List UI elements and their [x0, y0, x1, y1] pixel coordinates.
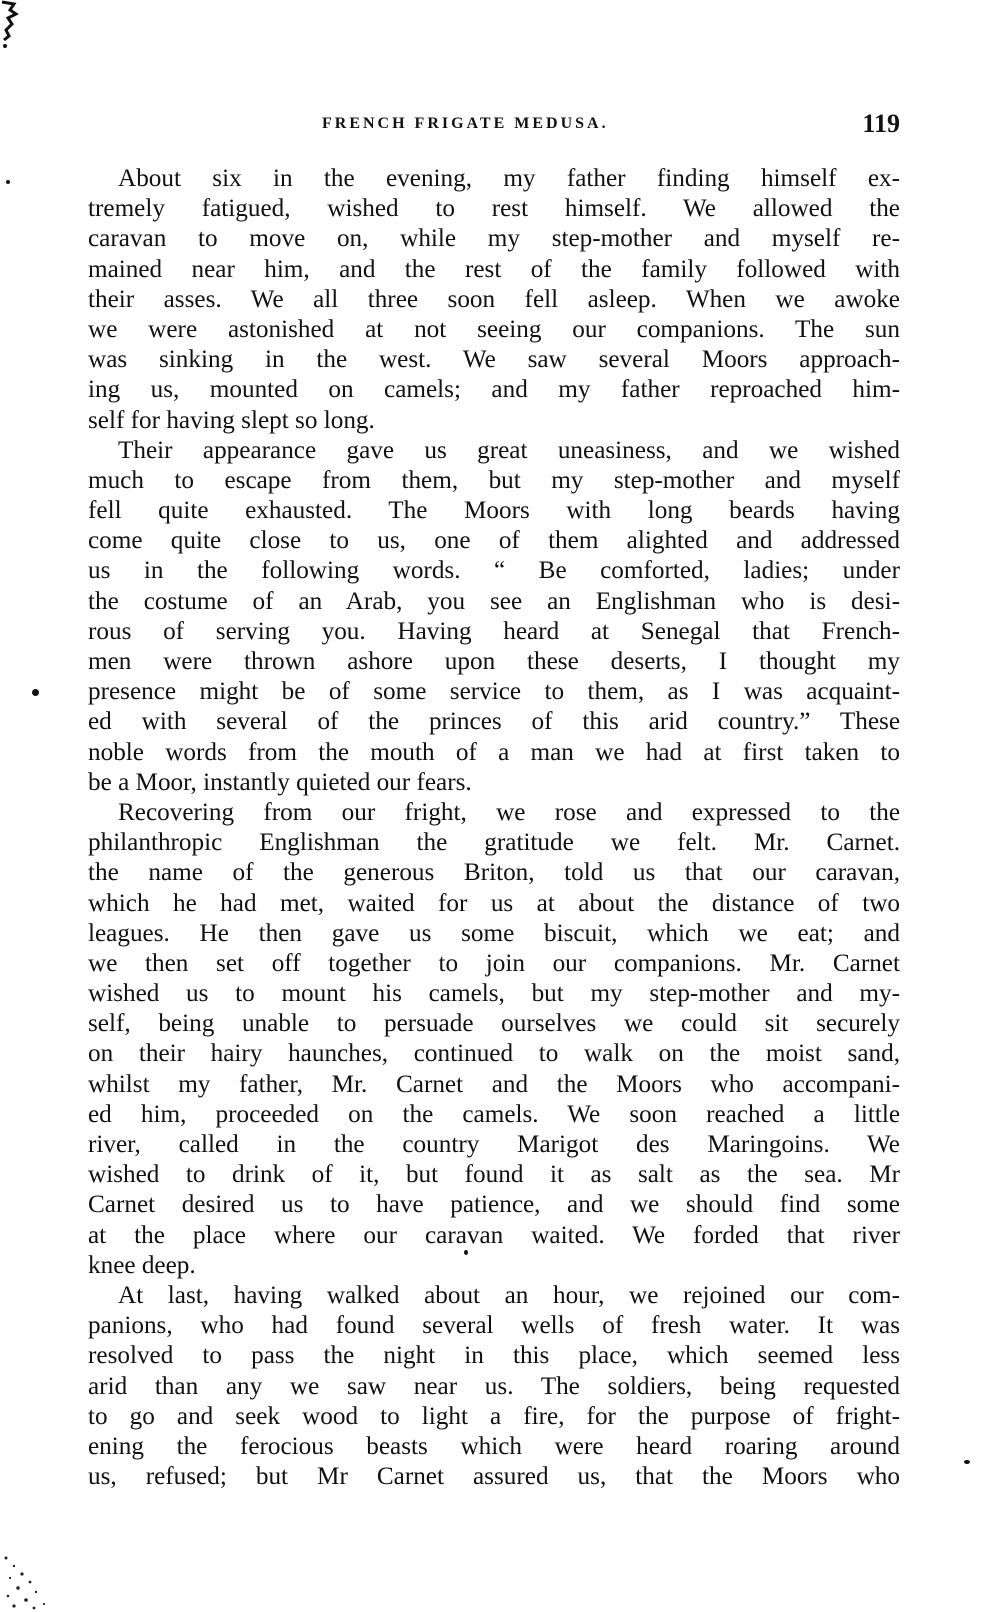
text-line: philanthropic Englishman the gratitude we felt. Mr. Carnet.: [88, 829, 900, 857]
text-line: at the place where our caravan waited. We forded that river: [88, 1221, 900, 1249]
text-line: arid than any we saw near us. The soldiers, being requested: [88, 1372, 900, 1400]
text-line: resolved to pass the night in this place, which seemed less: [88, 1342, 900, 1370]
running-title: FRENCH FRIGATE MEDUSA.: [322, 115, 609, 132]
text-line: Carnet desired us to have patience, and we should find some: [88, 1191, 900, 1219]
text-line: which he had met, waited for us at about the distance of two: [88, 889, 900, 917]
page-number: 119: [862, 109, 900, 138]
ink-speckle-bottom-left: [0, 1548, 60, 1612]
text-line: be a Moor, instantly quieted our fears.: [88, 768, 472, 796]
text-line: tremely fatigued, wished to rest himself. We allowed the: [88, 195, 900, 223]
text-line: presence might be of some service to them, as I was acquaint-: [88, 678, 900, 706]
text-line: knee deep.: [88, 1251, 196, 1279]
text-line: come quite close to us, one of them alighted and addressed: [88, 527, 900, 555]
text-line: to go and seek wood to light a fire, for the purpose of fright-: [88, 1402, 900, 1430]
text-line: caravan to move on, while my step-mother and myself re-: [88, 225, 900, 253]
text-line: us in the following words. “ Be comforted, ladies; under: [88, 557, 900, 585]
text-line: men were thrown ashore upon these deserts, I thought my: [88, 648, 900, 675]
text-line: mained near him, and the rest of the family followed with: [88, 255, 900, 283]
text-line: was sinking in the west. We saw several Moors approach-: [88, 346, 900, 374]
text-line: we then set off together to join our companions. Mr. Carnet: [88, 949, 900, 977]
body-text: [88, 164, 900, 1492]
text-line: self, being unable to persuade ourselves we could sit securely: [88, 1010, 900, 1038]
text-line: Their appearance gave us great uneasiness, and we wished: [118, 436, 900, 464]
margin-speck: [964, 1460, 970, 1464]
text-line: ening the ferocious beasts which were heard roaring around: [88, 1432, 900, 1460]
text-line: leagues. He then gave us some biscuit, which we eat; and: [88, 919, 900, 947]
text-line: wished us to mount his camels, but my step-mother and my-: [88, 980, 900, 1008]
text-line: whilst my father, Mr. Carnet and the Moors who accompani-: [88, 1070, 900, 1098]
text-line: Recovering from our fright, we rose and expressed to the: [118, 798, 900, 826]
text-line: much to escape from them, but my step-mother and myself: [88, 466, 900, 494]
text-line: fell quite exhausted. The Moors with long beards having: [88, 497, 900, 525]
text-line: panions, who had found several wells of fresh water. It was: [88, 1312, 900, 1340]
text-line: At last, having walked about an hour, we rejoined our com-: [118, 1281, 900, 1309]
margin-speck: [6, 180, 10, 184]
text-line: wished to drink of it, but found it as salt as the sea. Mr: [88, 1161, 900, 1189]
text-line: their asses. We all three soon fell asleep. When we awoke: [88, 285, 900, 313]
text-line: rous of serving you. Having heard at Senegal that French-: [88, 617, 900, 645]
page-header: [300, 109, 900, 149]
text-line: ing us, mounted on camels; and my father reproached him-: [88, 376, 900, 404]
text-line: noble words from the mouth of a man we had at first taken to: [88, 738, 900, 766]
text-line: on their hairy haunches, continued to walk on the moist sand,: [88, 1040, 900, 1068]
text-line: we were astonished at not seeing our companions. The sun: [88, 315, 900, 343]
text-line: the costume of an Arab, you see an Englishman who is desi-: [88, 587, 900, 615]
ink-blot-top-left: [0, 0, 24, 52]
text-line: self for having slept so long.: [88, 406, 375, 434]
text-line: us, refused; but Mr Carnet assured us, that the Moors who: [88, 1463, 900, 1491]
margin-speck: [32, 689, 39, 696]
text-line: ed him, proceeded on the camels. We soon reached a little: [88, 1100, 900, 1128]
text-line: ed with several of the princes of this arid country.” These: [88, 708, 900, 736]
text-line: river, called in the country Marigot des Maringoins. We: [88, 1131, 900, 1158]
text-line: the name of the generous Briton, told us that our caravan,: [88, 859, 900, 887]
text-line: About six in the evening, my father finding himself ex-: [118, 165, 900, 192]
